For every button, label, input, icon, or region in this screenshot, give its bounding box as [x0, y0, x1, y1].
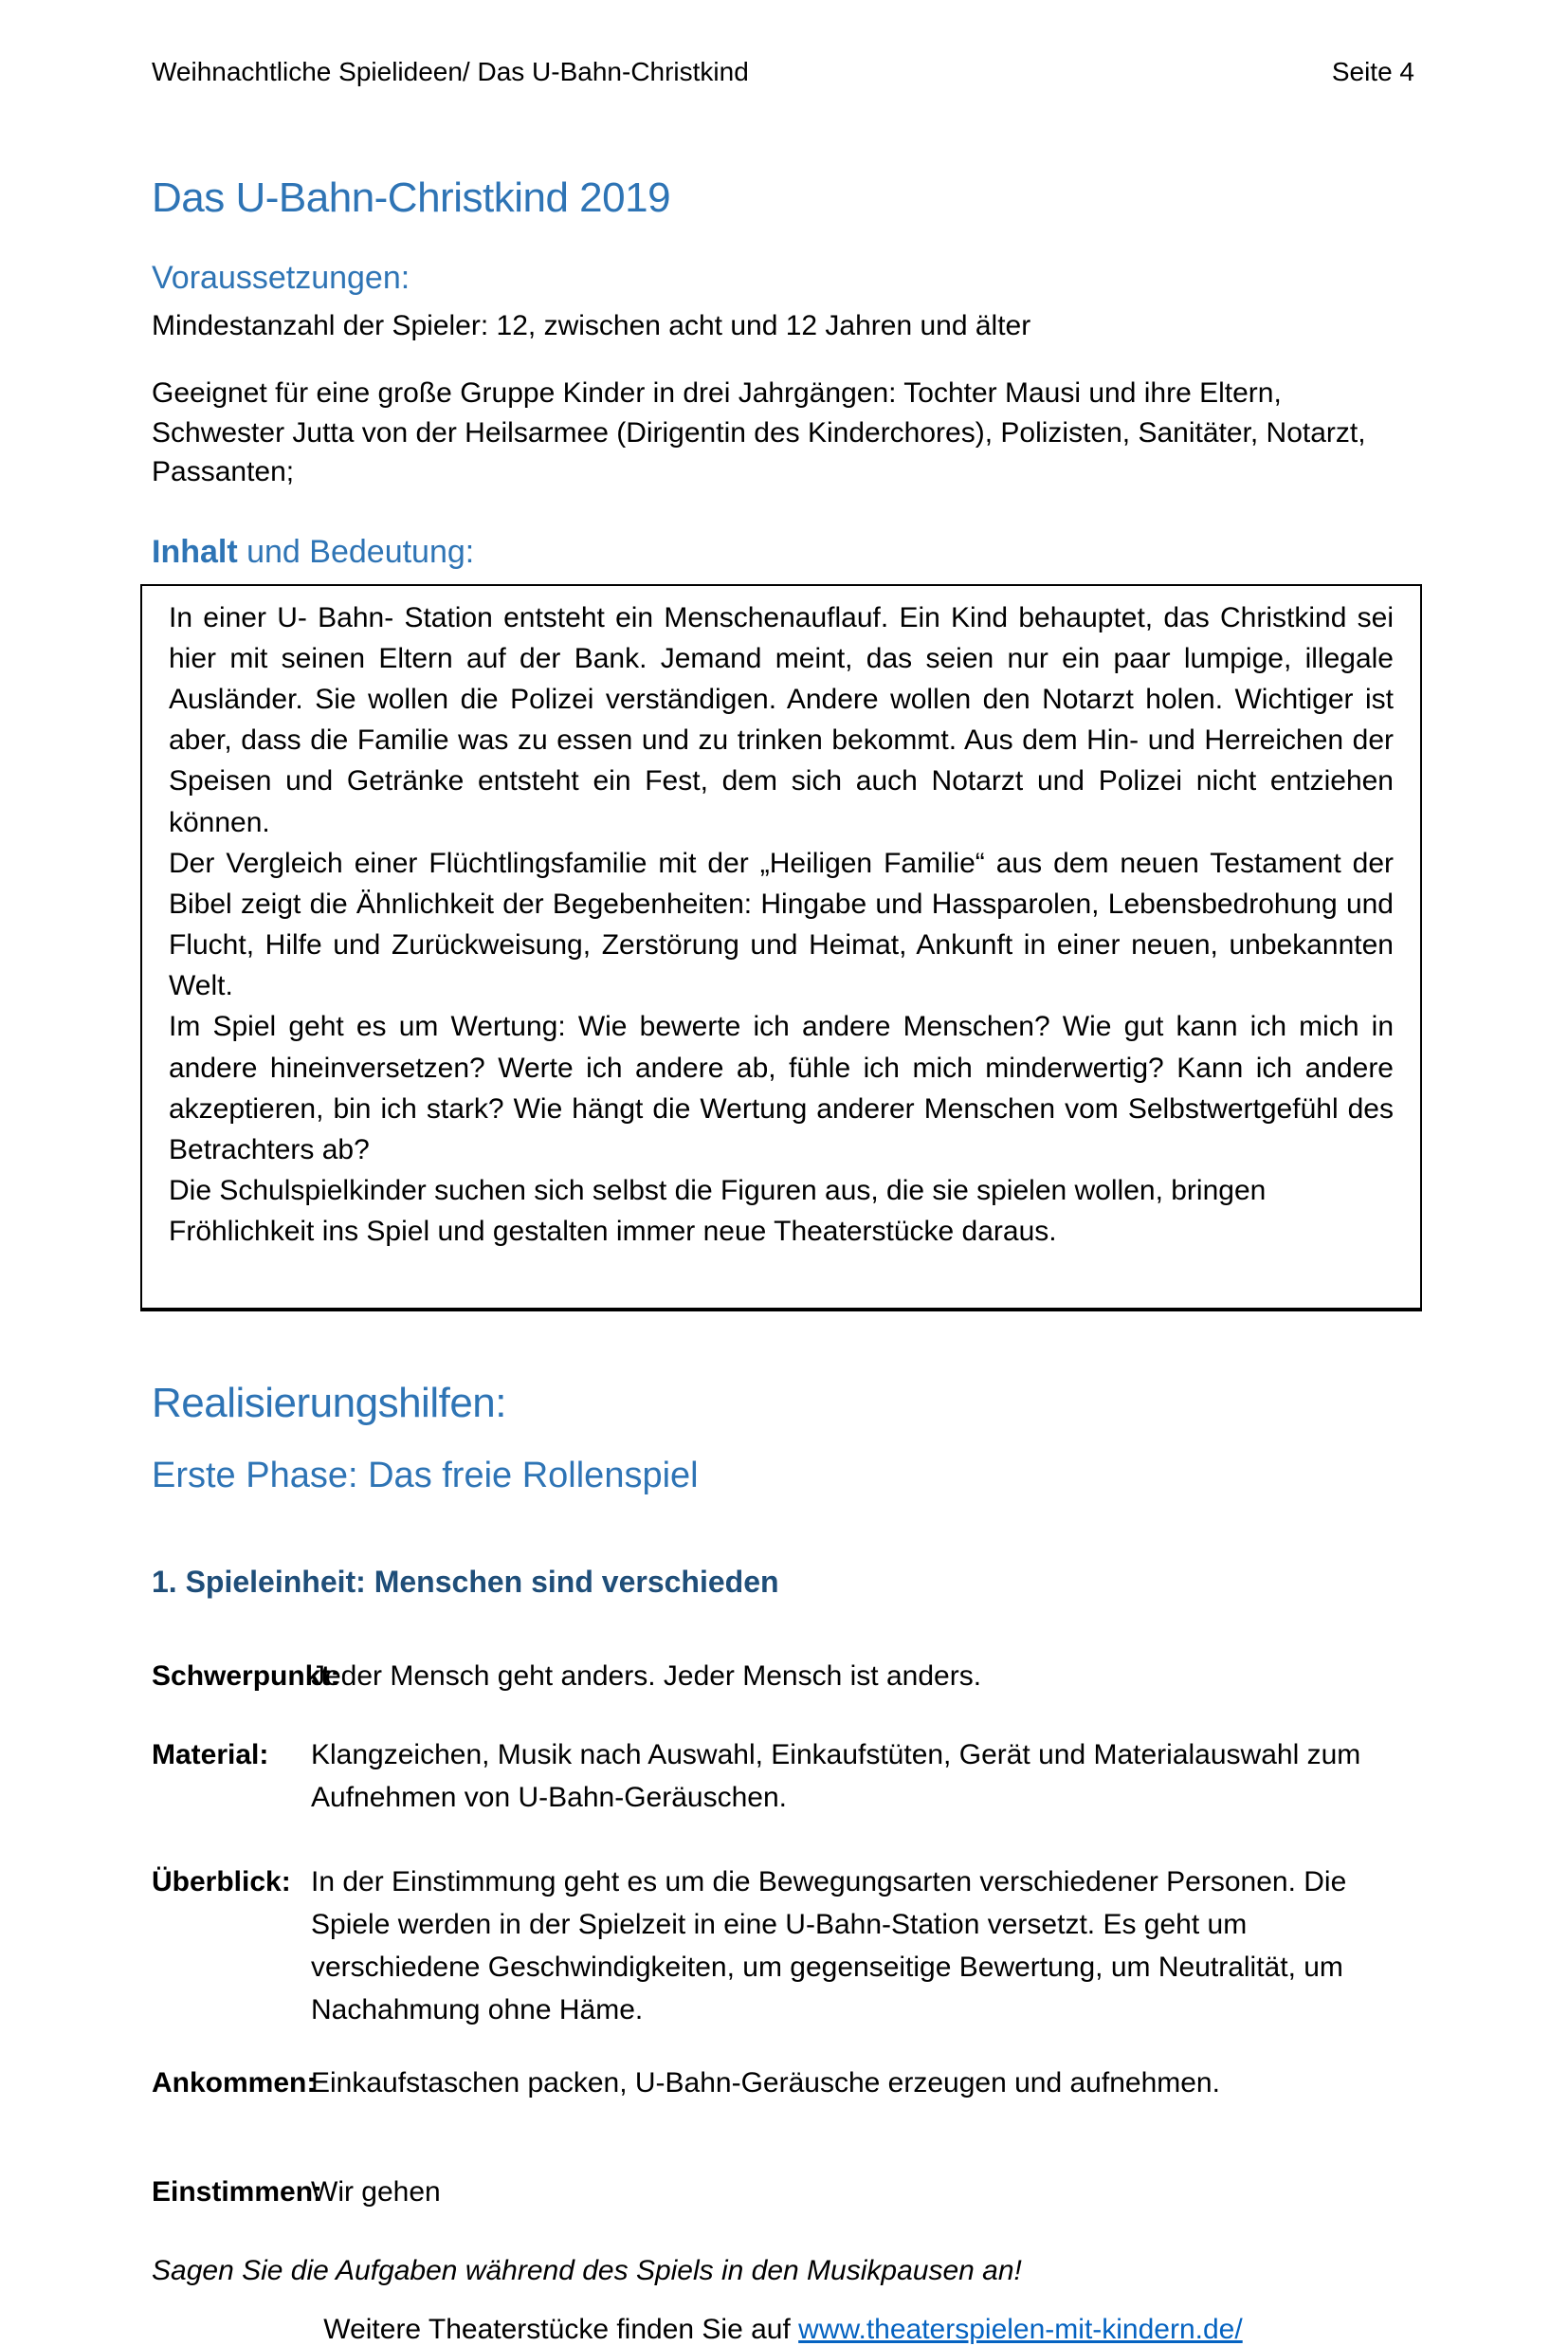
page-number: Seite 4	[1331, 57, 1414, 86]
detail-label: Einstimmen:	[152, 2175, 323, 2208]
page-title: Das U-Bahn-Christkind 2019	[152, 174, 671, 221]
page-footer	[152, 2314, 1414, 2346]
heading-inhalt-rest: und Bedeutung:	[237, 533, 475, 570]
detail-text: In der Einstimmung geht es um die Bewegungsarten verschiedener Personen. Die Spiele werden in der Spielzeit in eine U-Bahn-Station versetzt. Es geht um verschiedene Geschwindigkeiten, um gegenseitige Bewertung, um Neutralität, um Nachahmung ohne Häme.	[311, 1865, 1347, 2025]
running-header-title: Weihnachtliche Spielideen/ Das U-Bahn-Christkind	[152, 57, 749, 86]
detail-label: Überblick:	[152, 1865, 291, 1897]
box-paragraph-3: Im Spiel geht es um Wertung: Wie bewerte ich andere Menschen? Wie gut kann ich mich in andere hineinversetzen? Werte ich andere ab, fühle ich mich minderwertig? Kann ich andere akzeptieren, bin ich stark? Wie hängt die Wertung anderer Menschen vom Selbstwertgefühl des Betrachters ab?	[169, 1011, 1394, 1165]
detail-text: Jeder Mensch geht anders. Jeder Mensch ist anders.	[311, 1659, 982, 1692]
detail-label: Ankommen:	[152, 2066, 317, 2099]
heading-inhalt-bold: Inhalt	[152, 533, 238, 570]
spieleinheit-details	[152, 1655, 1414, 2213]
detail-row-einstimmen	[152, 2171, 1414, 2213]
inhalt-text-box	[140, 584, 1422, 1311]
box-paragraph-2: Der Vergleich einer Flüchtlingsfamilie mit der „Heiligen Familie“ aus dem neuen Testament der Bibel zeigt die Ähnlichkeit der Begebenheiten: Hingabe und Hassparolen, Lebensbedrohung und Flucht, Hilfe und Zurückweisung, Zerstörung und Heimat, Ankunft in einer neuen, unbekannten Welt.	[169, 847, 1394, 1002]
detail-label: Schwerpunkt:	[152, 1659, 340, 1692]
paragraph-mindestanzahl: Mindestanzahl der Spieler: 12, zwischen acht und 12 Jahren und älter	[152, 310, 1031, 341]
section-heading-voraussetzungen: Voraussetzungen:	[152, 260, 410, 296]
detail-text: Wir gehen	[311, 2175, 441, 2208]
detail-label: Material:	[152, 1738, 269, 1770]
detail-row-ankommen	[152, 2062, 1414, 2104]
footer-text: Weitere Theaterstücke finden Sie auf	[323, 2313, 799, 2345]
box-paragraph-1: In einer U- Bahn- Station entsteht ein Menschenauflauf. Ein Kind behauptet, das Christkind sei hier mit seinen Eltern auf der Bank. Jemand meint, das seien nur ein paar lumpige, illegale Ausländer. Sie wollen die Polizei verständigen. Andere wollen den Notarzt holen. Wichtiger ist aber, dass die Familie was zu essen und zu trinken bekommt. Aus dem Hin- und Herreichen der Speisen und Getränke entsteht ein Fest, dem sich auch Notarzt und Polizei nicht entziehen können.	[169, 601, 1394, 838]
detail-row-material	[152, 1733, 1414, 1819]
section-heading-spieleinheit: 1. Spieleinheit: Menschen sind verschieden	[152, 1564, 779, 1599]
detail-row-schwerpunkt	[152, 1655, 1414, 1697]
section-heading-erste-phase: Erste Phase: Das freie Rollenspiel	[152, 1455, 699, 1495]
running-header	[152, 57, 1414, 87]
detail-row-ueberblick	[152, 1860, 1414, 2031]
paragraph-geeignet: Geeignet für eine große Gruppe Kinder in drei Jahrgängen: Tochter Mausi und ihre Eltern, Schwester Jutta von der Heilsarmee (Dirigentin des Kinderchores), Polizisten, Sanitäter, Notarzt, Passanten;	[152, 377, 1366, 488]
theaterspielen-link[interactable]: www.theaterspielen-mit-kindern.de/	[798, 2313, 1243, 2345]
box-paragraph-4: Die Schulspielkinder suchen sich selbst die Figuren aus, die sie spielen wollen, bringen Fröhlichkeit ins Spiel und gestalten immer neue Theaterstücke daraus.	[169, 1175, 1267, 1248]
detail-text: Einkaufstaschen packen, U-Bahn-Geräusche erzeugen und aufnehmen.	[311, 2066, 1220, 2099]
section-heading-realisierungshilfen: Realisierungshilfen:	[152, 1379, 506, 1426]
section-heading-inhalt	[152, 534, 1414, 571]
detail-text: Klangzeichen, Musik nach Auswahl, Einkaufstüten, Gerät und Materialauswahl zum Aufnehmen von U-Bahn-Geräuschen.	[311, 1738, 1361, 1813]
instruction-note: Sagen Sie die Aufgaben während des Spiels in den Musikpausen an!	[152, 2254, 1022, 2286]
